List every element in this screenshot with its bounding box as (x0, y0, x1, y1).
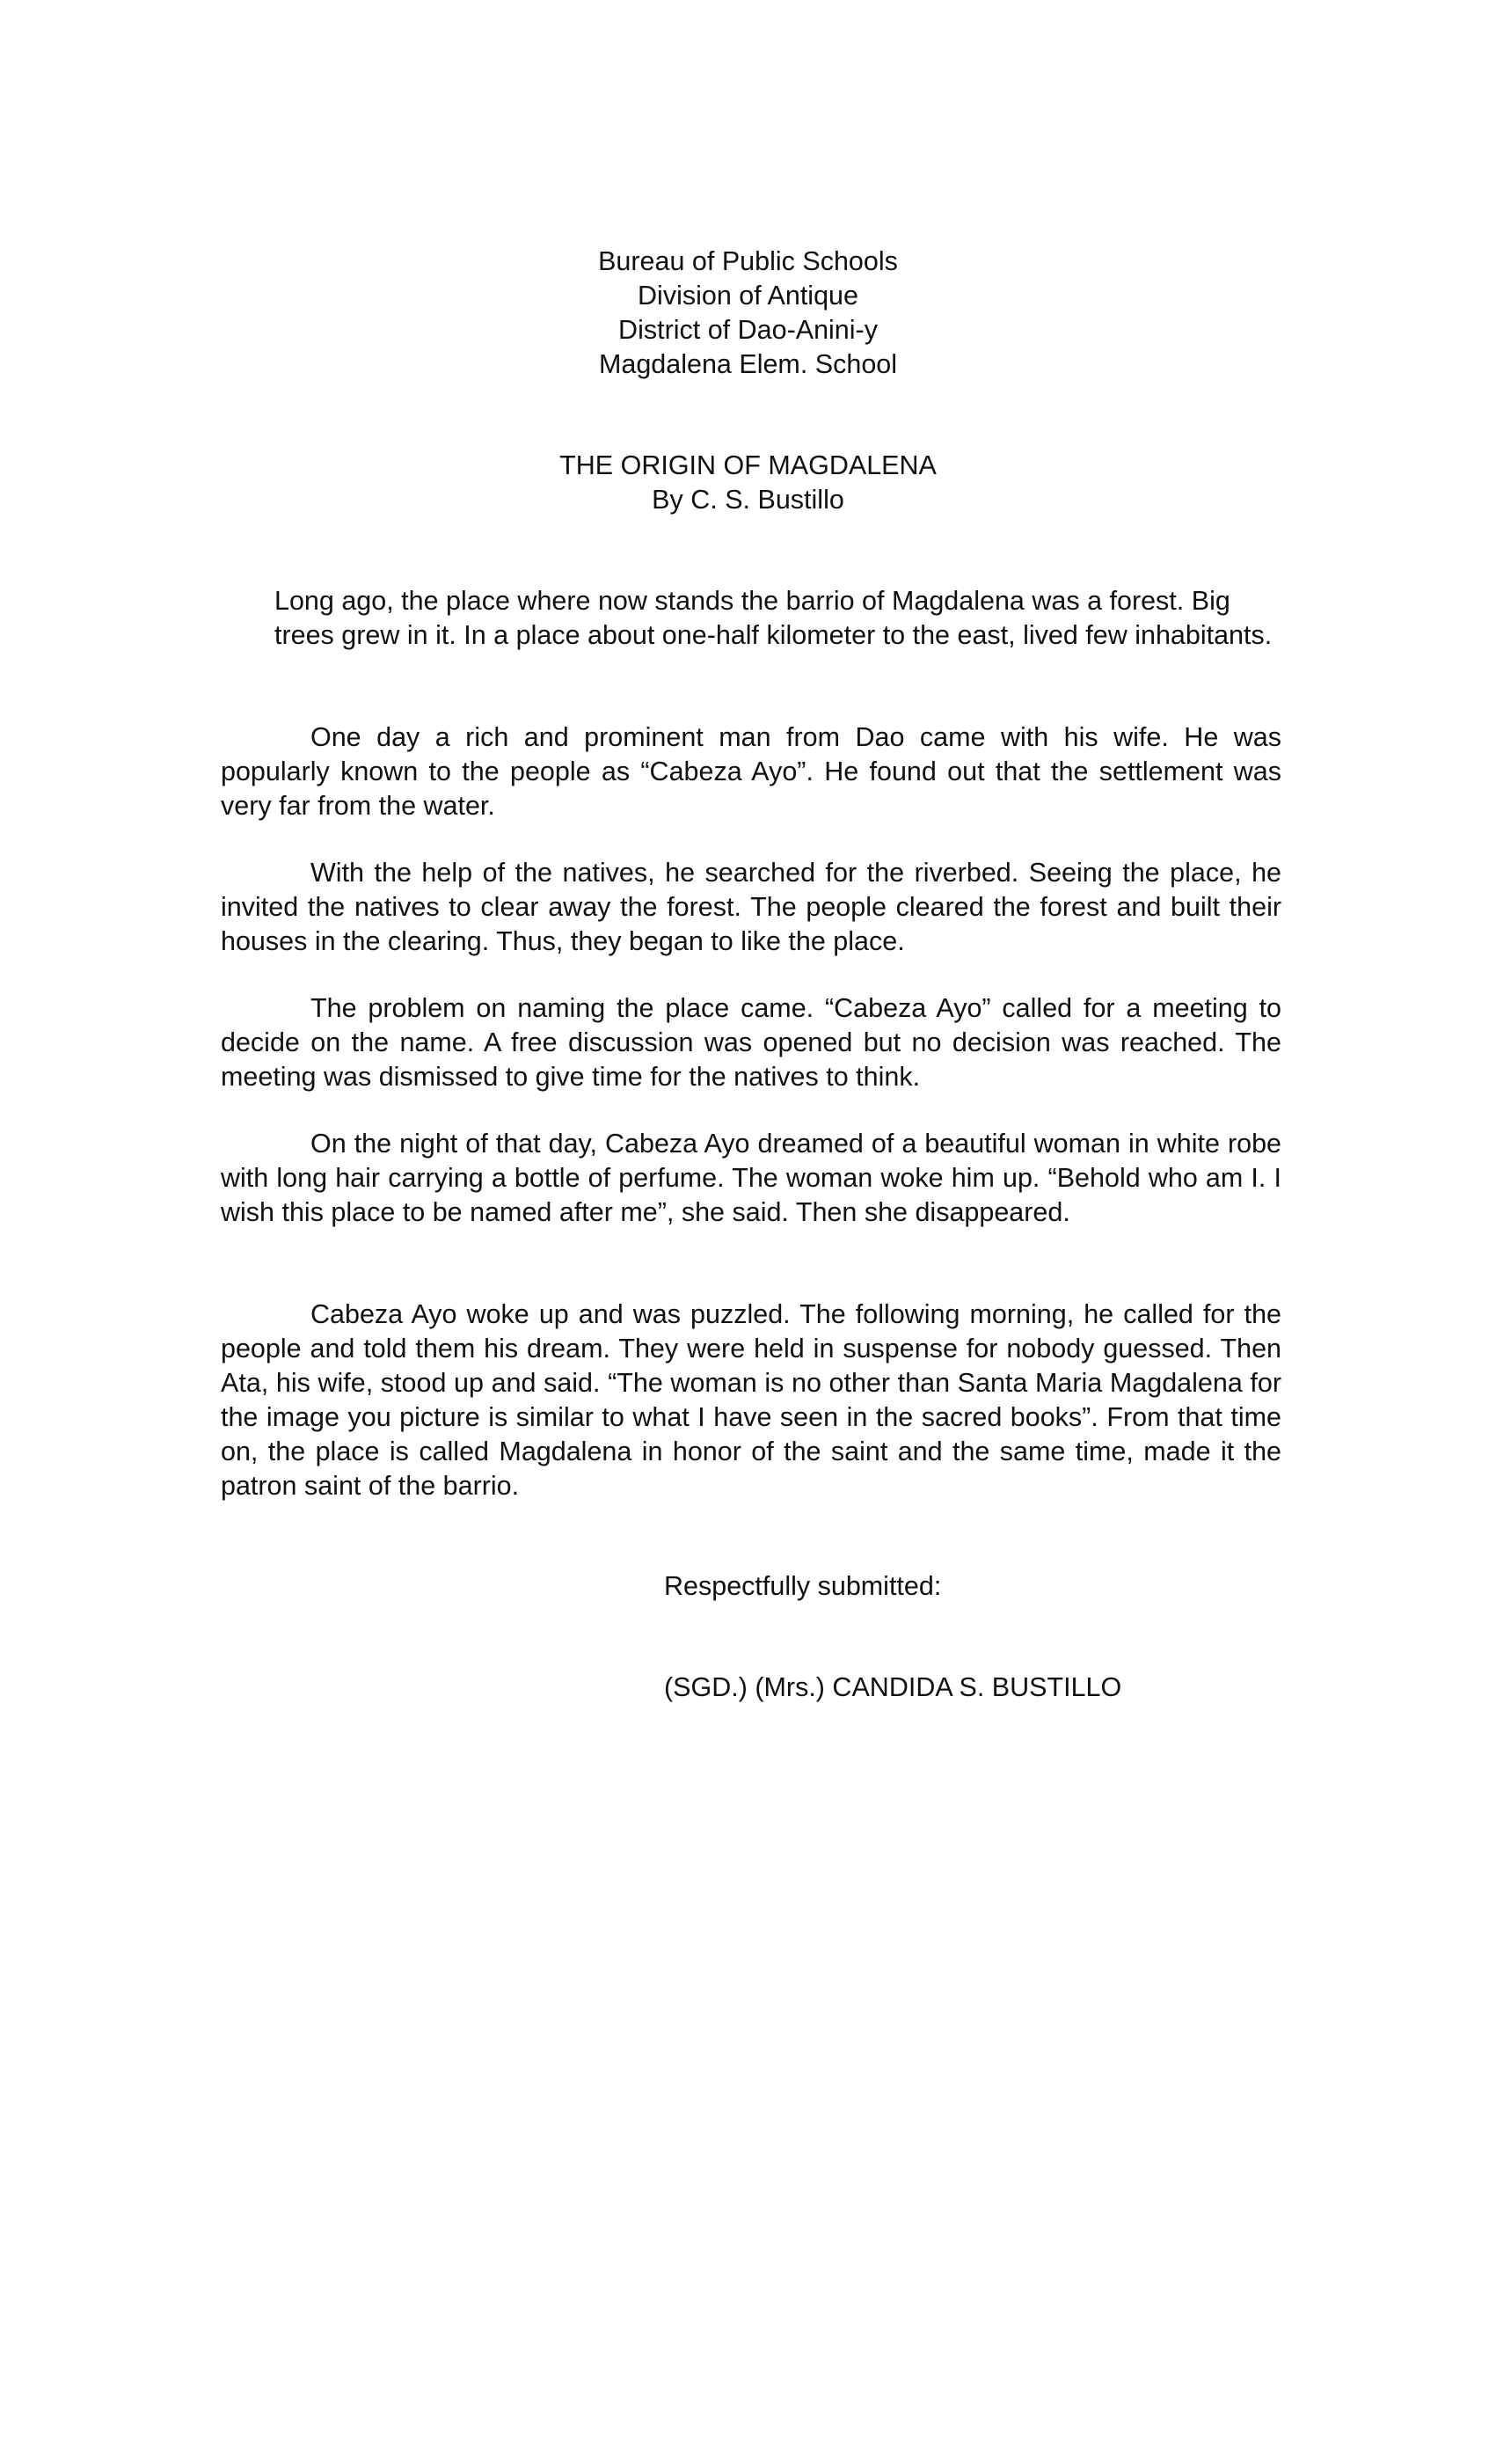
paragraph-3: With the help of the natives, he searched for the riverbed. Seeing the place, he invited the natives to clear away the forest. The people cleared the forest and built their houses in the clearing. Thus, they began to like the place. (221, 858, 1281, 956)
header-bureau: Bureau of Public Schools (598, 246, 898, 276)
paragraph-2: One day a rich and prominent man from Dao came with his wife. He was popularly known to the people as “Cabeza Ayo”. He found out that the settlement was very far from the water. (221, 722, 1281, 821)
story-byline: By C. S. Bustillo (652, 485, 844, 515)
closing-salutation: Respectfully submitted: (664, 1571, 942, 1601)
paragraph-5: On the night of that day, Cabeza Ayo dreamed of a beautiful woman in white robe with long hair carrying a bottle of perfume. The woman woke him up. “Behold who am I. I wish this place to be named after me”, she said. Then she disappeared. (221, 1129, 1281, 1227)
header-school: Magdalena Elem. School (598, 349, 898, 379)
closing-signatory: (SGD.) (Mrs.) CANDIDA S. BUSTILLO (664, 1672, 1122, 1702)
header-division: Division of Antique (638, 281, 858, 311)
header-district: District of Dao-Anini-y (618, 315, 878, 345)
paragraph-4: The problem on naming the place came. “Cabeza Ayo” called for a meeting to decide on the name. A free discussion was opened but no decision was reached. The meeting was dismissed to give time for the natives to think. (221, 993, 1281, 1092)
paragraph-1: Long ago, the place where now stands the barrio of Magdalena was a forest. Big trees grew in it. In a place about one-half kilometer to the east, lived few inhabitants. (274, 586, 1273, 650)
paragraph-6: Cabeza Ayo woke up and was puzzled. The following morning, he called for the people and told them his dream. They were held in suspense for nobody guessed. Then Ata, his wife, stood up and said. “The woman is no other than Santa Maria Magdalena for the image you picture is similar to what I have seen in the sacred books”. From that time on, the place is called Magdalena in honor of the saint and the same time, made it the patron saint of the barrio. (221, 1299, 1281, 1501)
story-title: THE ORIGIN OF MAGDALENA (559, 450, 937, 480)
